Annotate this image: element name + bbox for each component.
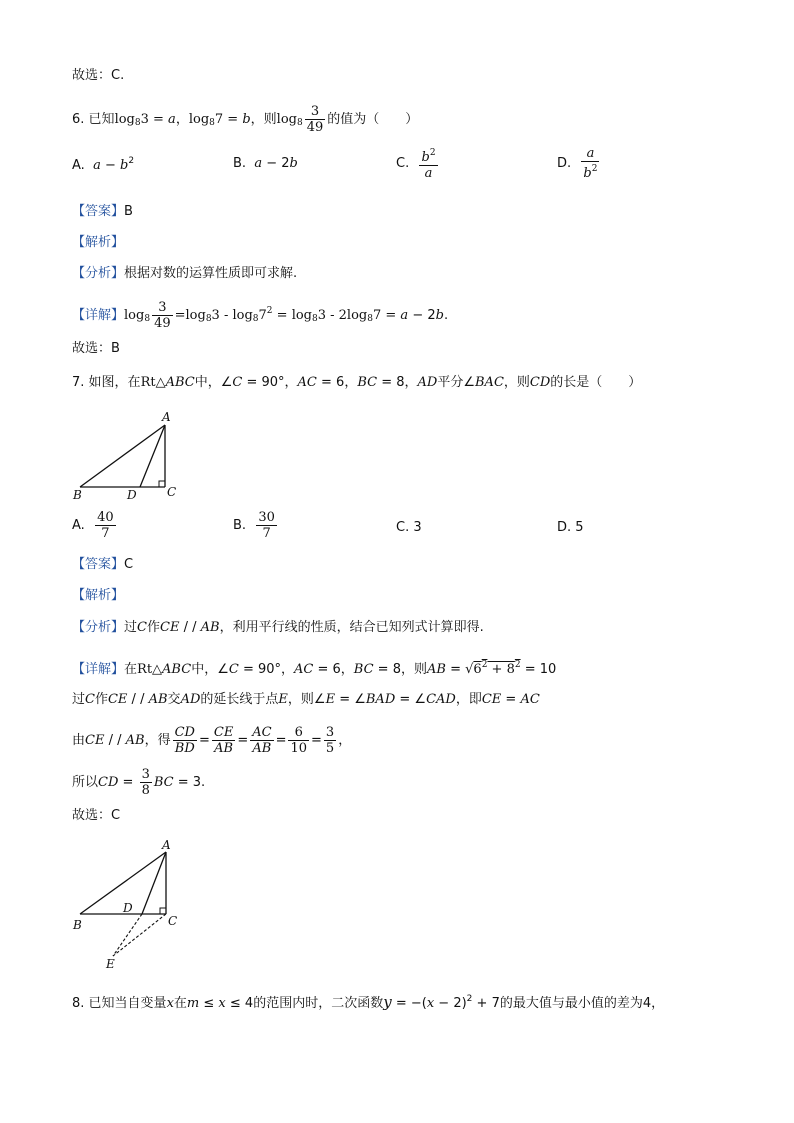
q6-option-b[interactable]: B. a − 2b (233, 156, 298, 171)
q7-answer: 【答案】C (72, 557, 134, 572)
q6-option-a[interactable]: A. $a - b^2$ (72, 156, 135, 173)
q7-choose: 故选：C (72, 808, 121, 823)
q6-choose: 故选：B (72, 341, 120, 356)
q7-option-c[interactable]: C. 3 (396, 520, 422, 535)
q6-option-d[interactable]: D. $\frac{a}{b^2}$ (557, 146, 598, 181)
q7-option-a[interactable]: A. $\frac{40}{7}$ (72, 510, 114, 541)
q6-xiangjie: 【详解】$\log_8$ $\frac{3}{49}$ $=\log_83 - \log_87^2 = \log_83 - 2\log_87 = a - 2b$. (72, 300, 449, 331)
q6-fenxi: 【分析】根据对数的运算性质即可求解. (72, 266, 298, 281)
q7-sol-label-a: A (162, 838, 171, 852)
q7-option-b[interactable]: B. $\frac{30}{7}$ (233, 510, 275, 541)
q7-label-d: D (127, 488, 137, 502)
q7-label-c: C (167, 485, 177, 499)
q6-jiexi: 【解析】 (72, 235, 125, 250)
q7-jiexi: 【解析】 (72, 588, 125, 603)
q6-stem: 6. 已知$\log_83 = a$，$\log_87 = b$，则$\log_8$ $\frac{3}{49}$ 的值为（ ） (72, 104, 419, 135)
q7-label-a: A (162, 410, 171, 424)
q8-stem: 8. 已知当自变量x在m ≤ x ≤ 4的范围内时，二次函数$y = -(x - 2)^2 + 7$的最大值与最小值的差为4， (72, 993, 665, 1011)
q7-fenxi: 【分析】过C作CE / / AB，利用平行线的性质，结合已知列式计算即得. (72, 620, 484, 635)
q6-option-c[interactable]: C. $\frac{b^2}{a}$ (396, 148, 436, 181)
prev-choose: 故选：C. (72, 68, 125, 83)
q7-xiangjie-line2: 过C作CE / / AB交AD的延长线于点E，则∠E = ∠BAD = ∠CAD，即CE = AC (72, 692, 540, 707)
q7-stem: 7. 如图，在Rt△ABC中，∠C = 90°，AC = 6，BC = 8，AD平分∠BAC，则CD的长是（ ） (72, 375, 642, 390)
q7-label-b: B (73, 488, 82, 502)
q6-answer: 【答案】B (72, 204, 133, 219)
q7-option-d[interactable]: D. 5 (557, 520, 584, 535)
q7-sol-label-d: D (123, 901, 133, 915)
q7-sol-label-c: C (168, 914, 178, 928)
q7-figure (70, 408, 190, 503)
q7-sol-label-b: B (73, 918, 82, 932)
q7-solution-figure (70, 838, 190, 973)
q7-xiangjie-line1: 【详解】在Rt△ABC中，∠C = 90°，AC = 6，BC = 8，则AB = $√6^2 + 8^2 = 10$ (72, 660, 557, 677)
q7-sol-label-e: E (106, 957, 115, 971)
q7-xiangjie-line4: 所以CD = $\frac{3}{8}$ BC = 3. (72, 767, 206, 798)
q7-xiangjie-line3: 由CE / / AB，得 $\frac{CD}{BD}$ = $\frac{CE}{AB}$ = $\frac{AC}{AB}$ = $\frac{6}{10}$ = $\frac{3}{5}$ ， (72, 725, 352, 756)
